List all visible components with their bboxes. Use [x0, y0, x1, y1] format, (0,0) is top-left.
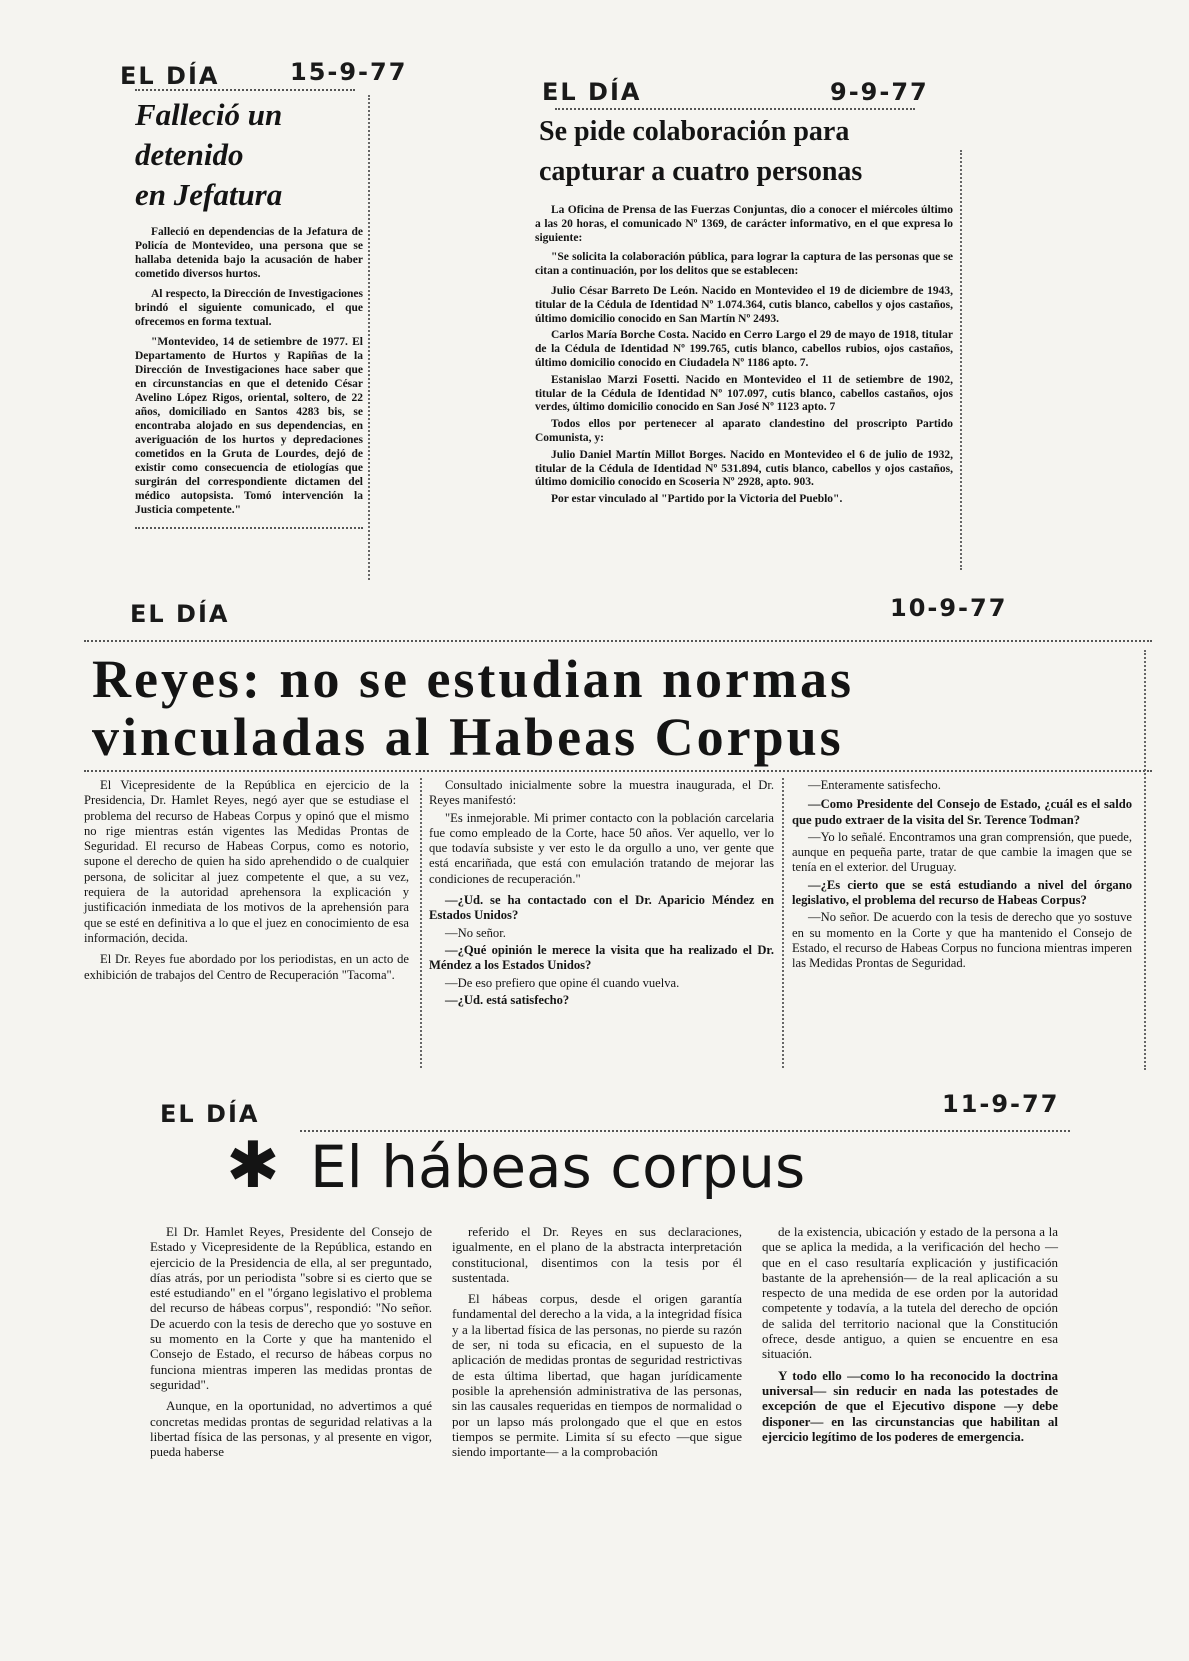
clipping-4-paragraph: Aunque, en la oportunidad, no advertimos a qué concretas medidas prontas de seguridad relativas a la libertad física de las personas, y al presente en vigor, pueda haberse [150, 1398, 432, 1460]
clipping-2-paragraph: Julio César Barreto De León. Nacido en Montevideo el 19 de diciembre de 1943, titular de la Cédula de Identidad Nº 1.074.364, cutis blanco, cabellos y ojos castaños, último domicilio conocido en San Martín Nº 2493. [535, 284, 953, 325]
clipping-4-column-2 [452, 1224, 742, 1465]
clipping-2-paragraph: "Se solicita la colaboración pública, para lograr la captura de las personas que se citan a continuación, por los delitos que se establecen: [535, 251, 953, 278]
clipping-3-paragraph: —¿Ud. está satisfecho? [445, 992, 570, 1007]
clipping-3-paragraph: El Vicepresidente de la República en ejercicio de la Presidencia, Dr. Hamlet Reyes, negó ayer que se estudiase el problema del recurso de Habeas Corpus y opinó que el mismo no rige mientras están vigentes las Medidas Prontas de Seguridad. El recurso de Habeas Corpus, como es notorio, supone el derecho de quien ha sido aprehendido o de cualquier persona, de solicitar al juez competente el que, a su vez, requiera de la autoridad aprehensora la explicación y justificación inmediata de los motivos de la aprehensión para que se esté en definitiva a lo que el juez en conocimiento de esa información, decida. [84, 778, 409, 945]
clipping-2 [535, 112, 953, 513]
clipping-3 [84, 649, 1152, 1007]
clipping-2-paragraph: Por estar vinculado al "Partido por la Victoria del Pueblo". [551, 493, 843, 506]
clipping-3-paragraph: —Como Presidente del Consejo de Estado, ¿cuál es el saldo que pudo extraer de la visita del Sr. Terence Todman? [792, 797, 1132, 827]
clipping-1-paragraph: "Montevideo, 14 de setiembre de 1977. El Departamento de Hurtos y Rapiñas de la Dirección de Investigaciones hace saber que en circunstancias en que el detenido César Avelino López Rigos, oriental, soltero, de 22 años, domiciliado en Santos 4283 bis, se encontraba alojado en sus dependencias, en averiguación de los hurtos y depredaciones cometidos en la Gruta de Lourdes, dejó de existir como consecuencia de etiologías que surgirán del correspondiente dictamen del médico autopsista. Tomó intervención la Justicia competente." [135, 336, 363, 516]
clipping-3-paragraph: El Dr. Reyes fue abordado por los periodistas, en un acto de exhibición de trabajos del Centro de Recuperación "Tacoma". [84, 952, 409, 982]
clipping-3-headline-line-1: Reyes: no se estudian normas [92, 649, 855, 709]
clipping-1-paragraph: Al respecto, la Dirección de Investigaciones brindó el siguiente comunicado, el que ofrecemos en forma textual. [135, 288, 363, 328]
clipping-1-headline-line-1: Falleció un [135, 97, 283, 132]
clipping-2-paragraph: Estanislao Marzi Fosetti. Nacido en Montevideo el 11 de setiembre de 1902, titular de la Cédula de Identidad Nº 107.097, cutis blanco, cabellos castaños, ojos verdes, último domicilio conocido en San José Nº 1123 apto. 7 [535, 373, 953, 414]
clipping-2-headline-line-2: capturar a cuatro personas [539, 156, 863, 187]
clipping-1-date-note: 15-9-77 [290, 58, 408, 86]
clipping-3-paragraph: —Yo lo señalé. Encontramos una gran comprensión, que puede, aunque en pequeña parte, tratar de que cambie la imagen que se tenía en el exterior. del Uruguay. [792, 829, 1132, 875]
clipping-1-headline-line-2: detenido [135, 137, 244, 172]
clipping-2-paragraph: Todos ellos por pertenecer al aparato clandestino del proscripto Partido Comunista, y: [535, 418, 953, 444]
clipping-1-source-note: EL DÍA [120, 62, 220, 90]
clipping-3-headline-line-2: vinculadas al Habeas Corpus [92, 707, 844, 767]
clipping-2-paragraph: Carlos María Borche Costa. Nacido en Cerro Largo el 29 de mayo de 1918, titular de la Cédula de Identidad Nº 199.765, cutis blanco, cabellos rubios, ojos castaños, último domicilio conocido en Ciudadela Nº 1186 apto. 7. [535, 329, 953, 369]
clipping-1 [135, 95, 363, 523]
clipping-3-source-note: EL DÍA [130, 600, 230, 628]
clipping-3-column-3 [792, 778, 1132, 978]
clipping-3-paragraph: "Es inmejorable. Mi primer contacto con la población carcelaria fue como empleado de la Corte, hace 50 años. Ver aquello, ver lo que todavía subsiste y ver esto le da orgullo a uno, ver gente que está encariñada, que está con emulación tratando de mejorar las condiciones de recuperación." [429, 810, 774, 886]
clipping-4-headline: El hábeas corpus [310, 1133, 806, 1201]
clipping-1-edge [368, 95, 370, 580]
clipping-4-column-1 [150, 1224, 432, 1465]
clipping-2-source-note: EL DÍA [542, 78, 642, 106]
clipping-4-paragraph: referido el Dr. Reyes en sus declaraciones, igualmente, en el plano de la abstracta interpretación constitucional, disentimos con la tesis por él sustentada. [452, 1224, 742, 1285]
clipping-4-column-3 [762, 1224, 1058, 1450]
handwritten-star-icon: ✱ [226, 1129, 280, 1203]
clipping-2-edge [960, 150, 962, 570]
clipping-2-paragraph: La Oficina de Prensa de las Fuerzas Conjuntas, dio a conocer el miércoles último a las 20 horas, el comunicado Nº 1369, de carácter informativo, en el que expresa lo siguiente: [535, 204, 953, 244]
clipping-4-paragraph: El hábeas corpus, desde el origen garantía fundamental del derecho a la vida, a la integridad física y a la libertad física de las personas, no pierde su razón de ser, ni toda su eficacia, en el supuesto de la aplicación de medidas prontas de seguridad restrictivas de esta última libertad, que hagan jurídicamente posible la aprehensión administrativa de las personas, sin las causales requeridas en tiempos de normalidad o por un lapso más prolongado que el que en estos tiempos se permite. Limita sí su efecto —que sigue siendo importante— a la comprobación [452, 1291, 742, 1460]
clipping-3-date-note: 10-9-77 [890, 594, 1008, 622]
clipping-4-paragraph: de la existencia, ubicación y estado de la persona a la que se aplica la medida, a la verificación del hecho —que en el caso resultaría explicación y justificación bastante de la aprehensión— de la real aplicación a su respecto de una medida de ese orden por la autoridad competente y todavía, a la tutela del derecho de opción de salida del territorio nacional que la Constitución ofrece, desde antiguo, a quien se encuentre en esa situación. [762, 1224, 1058, 1362]
clipping-4-paragraph: El Dr. Hamlet Reyes, Presidente del Consejo de Estado y Vicepresidente de la República, estando en ejercicio de la Presidencia de ella, al ser preguntado, días atrás, por un periodista "sobre si es cierto que se esté estudiando" en el "órgano legislativo el problema del recurso de hábeas corpus", respondió: "No señor. De acuerdo con la tesis de derecho que yo sostuve en su momento en la Corte y que ha mantenido el Consejo de Estado, el recurso de hábeas corpus no funciona mientras imperen las medidas prontas de seguridad". [150, 1224, 432, 1392]
clipping-1-headline-line-3: en Jefatura [135, 177, 283, 212]
clipping-3-paragraph: —Enteramente satisfecho. [808, 778, 941, 792]
clipping-3-column-1 [84, 778, 409, 989]
clipping-1-paragraph: Falleció en dependencias de la Jefatura de Policía de Montevideo, una persona que se hallaba detenida bajo la acusación de haber cometido diversos hurtos. [135, 226, 363, 280]
clipping-2-paragraph: Julio Daniel Martín Millot Borges. Nacido en Montevideo el 6 de julio de 1932, titular de la Cédula de Identidad Nº 531.894, cutis blanco, cabellos y ojos castaños, último domicilio conocido en Scoseria Nº 2928, apto. 903. [535, 448, 953, 489]
clipping-3-paragraph: —No señor. [445, 925, 506, 940]
clipping-2-headline-line-1: Se pide colaboración para [539, 116, 850, 147]
clipping-4-date-note: 11-9-77 [942, 1090, 1060, 1118]
clipping-3-paragraph: —De eso prefiero que opine él cuando vuelva. [445, 975, 680, 990]
clipping-3-paragraph: —¿Ud. se ha contactado con el Dr. Aparicio Méndez en Estados Unidos? [429, 893, 774, 923]
clipping-2-date-note: 9-9-77 [830, 78, 929, 106]
clipping-3-column-2 [429, 778, 774, 1014]
clipping-3-paragraph: —¿Qué opinión le merece la visita que ha realizado el Dr. Méndez a los Estados Unidos? [429, 942, 774, 973]
clipping-4-source-note: EL DÍA [160, 1100, 260, 1128]
clipping-3-paragraph: Consultado inicialmente sobre la muestra inaugurada, el Dr. Reyes manifestó: [429, 778, 774, 808]
clipping-3-paragraph: —No señor. De acuerdo con la tesis de derecho que yo sostuve en su momento en la Corte y que ha mantenido el Consejo de Estado, el recurso de Habeas Corpus no funciona mientras imperen las Medidas Prontas de Seguridad. [792, 910, 1132, 971]
clipping-4 [150, 1128, 1070, 1460]
clipping-3-paragraph: —¿Es cierto que se está estudiando a nivel del órgano legislativo, el problema del recurso de Habeas Corpus? [792, 877, 1132, 908]
clipping-4-paragraph: Y todo ello —como lo ha reconocido la doctrina universal— sin reducir en nada las potestades de excepción de que el Ejecutivo dispone —y debe disponer— en las circunstancias que habilitan al ejercicio legítimo de los poderes de emergencia. [762, 1367, 1058, 1444]
